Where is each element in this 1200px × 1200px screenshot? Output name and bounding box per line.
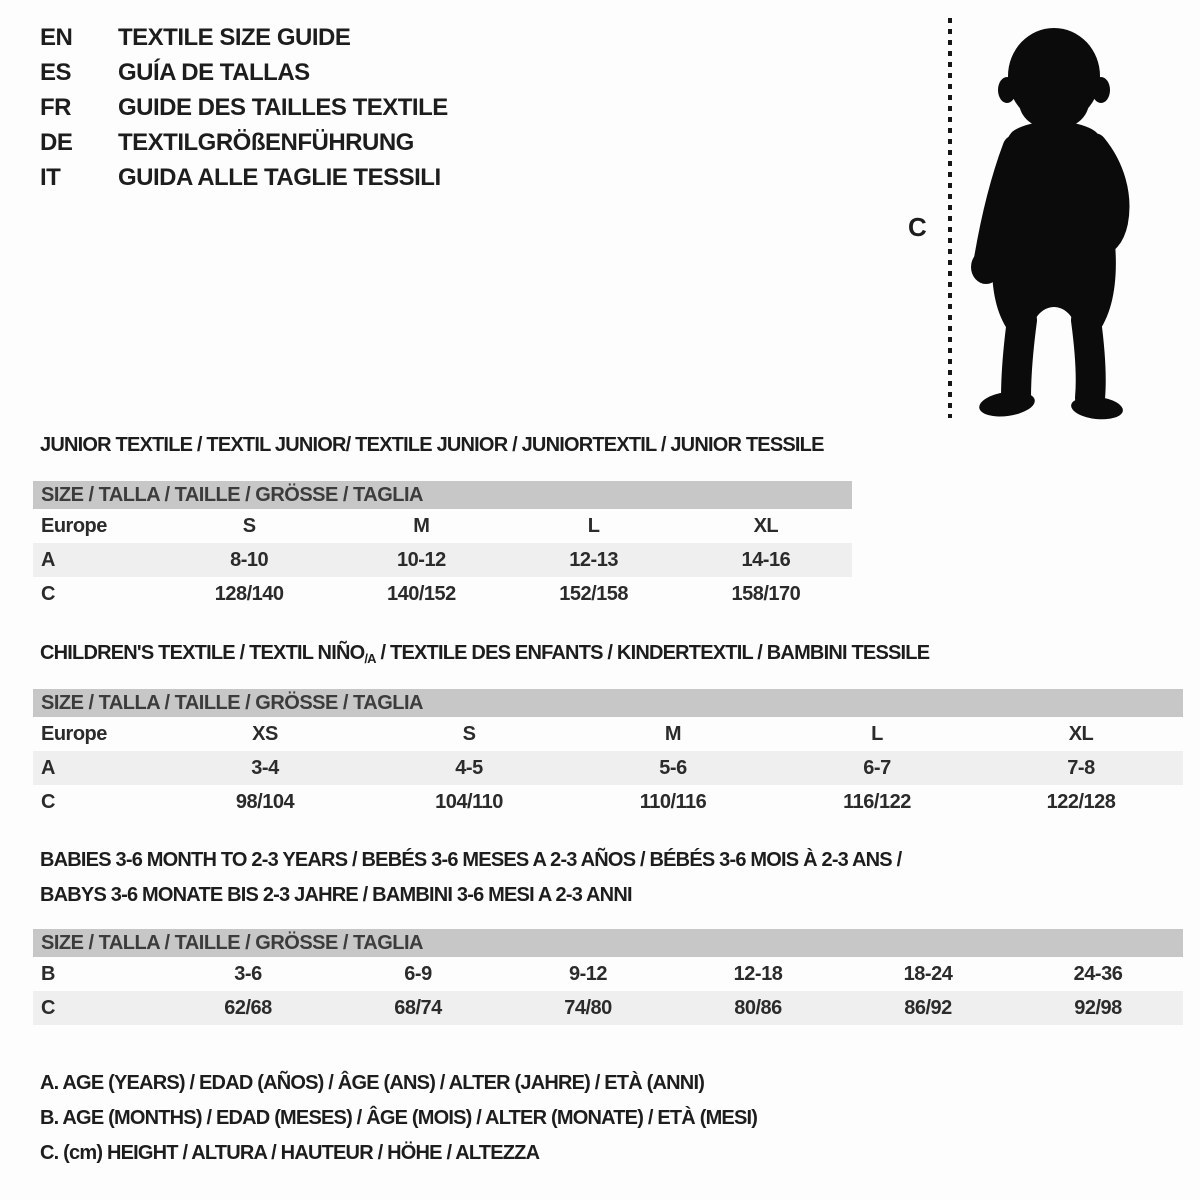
language-row-fr bbox=[40, 90, 448, 125]
language-title-block bbox=[40, 20, 448, 195]
table-row-months bbox=[33, 957, 1183, 991]
table-row-age bbox=[33, 543, 852, 577]
guide-title-es: GUÍA DE TALLAS bbox=[118, 58, 310, 86]
children-title-sub: /A bbox=[364, 651, 376, 666]
age-cell: 4-5 bbox=[455, 756, 483, 779]
language-row-it bbox=[40, 160, 448, 195]
legend-line-b: B. AGE (MONTHS) / EDAD (MESES) / ÂGE (MOIS) / ALTER (MONATE) / ETÀ (MESI) bbox=[40, 1107, 758, 1129]
table-row-height bbox=[33, 577, 852, 611]
babies-section-title bbox=[40, 843, 940, 913]
age-cell: 6-7 bbox=[863, 756, 891, 779]
row-label: Europe bbox=[41, 722, 107, 745]
size-cell: L bbox=[587, 514, 600, 537]
height-cell: 110/116 bbox=[639, 790, 707, 813]
age-cell: 8-10 bbox=[230, 548, 269, 571]
legend-line-c: C. (cm) HEIGHT / ALTURA / HAUTEUR / HÖHE / ALTEZZA bbox=[40, 1142, 540, 1164]
size-cell: M bbox=[413, 514, 430, 537]
guide-title-de: TEXTILGRÖßENFÜHRUNG bbox=[118, 128, 414, 156]
size-cell: S bbox=[242, 514, 256, 537]
table-row-europe bbox=[33, 717, 1183, 751]
height-cell: 68/74 bbox=[394, 996, 442, 1019]
height-cell: 104/110 bbox=[435, 790, 503, 813]
babies-title-line2: BABYS 3-6 MONATE BIS 2-3 JAHRE / BAMBINI 3-6 MESI A 2-3 ANNI bbox=[40, 884, 632, 906]
babies-title-line1: BABIES 3-6 MONTH TO 2-3 YEARS / BEBÉS 3-6 MESES A 2-3 AÑOS / BÉBÉS 3-6 MOIS À 2-3 ANS / bbox=[40, 849, 902, 871]
children-title-pre: CHILDREN'S TEXTILE / TEXTIL NIÑO bbox=[40, 642, 365, 664]
height-cell: 158/170 bbox=[731, 582, 801, 605]
language-row-es bbox=[40, 55, 448, 90]
toddler-silhouette-image bbox=[962, 20, 1146, 420]
size-cell: M bbox=[664, 722, 682, 745]
months-cell: 12-18 bbox=[733, 962, 783, 985]
height-cell: 92/98 bbox=[1074, 996, 1122, 1019]
height-cell: 128/140 bbox=[214, 582, 284, 605]
junior-section-title: JUNIOR TEXTILE / TEXTIL JUNIOR/ TEXTILE JUNIOR / JUNIORTEXTIL / JUNIOR TESSILE bbox=[40, 434, 824, 456]
table-row-age bbox=[33, 751, 1183, 785]
children-section-title bbox=[40, 642, 929, 666]
measurement-legend bbox=[40, 1066, 757, 1171]
height-cell: 140/152 bbox=[386, 582, 456, 605]
age-cell: 12-13 bbox=[569, 548, 618, 571]
language-code: EN bbox=[40, 23, 73, 51]
height-cell: 80/86 bbox=[734, 996, 782, 1019]
guide-title-fr: GUIDE DES TAILLES TEXTILE bbox=[118, 93, 448, 121]
row-label: A bbox=[41, 756, 55, 779]
children-title-post: / TEXTILE DES ENFANTS / KINDERTEXTIL / BAMBINI TESSILE bbox=[375, 642, 930, 664]
height-measure-label: C bbox=[908, 212, 927, 242]
height-cell: 86/92 bbox=[904, 996, 952, 1019]
row-label: A bbox=[41, 548, 55, 571]
row-label: B bbox=[41, 962, 55, 985]
months-cell: 6-9 bbox=[404, 962, 432, 985]
guide-title-it: GUIDA ALLE TAGLIE TESSILI bbox=[118, 163, 441, 191]
language-code: IT bbox=[40, 163, 61, 191]
height-cell: 98/104 bbox=[235, 790, 295, 813]
months-cell: 24-36 bbox=[1073, 962, 1123, 985]
age-cell: 3-4 bbox=[251, 756, 279, 779]
row-label: C bbox=[41, 790, 55, 813]
months-cell: 9-12 bbox=[568, 962, 608, 985]
language-row-de bbox=[40, 125, 448, 160]
children-size-table bbox=[33, 689, 1183, 819]
height-cell: 116/122 bbox=[843, 790, 911, 813]
size-cell: XS bbox=[252, 722, 278, 745]
table-row-height bbox=[33, 991, 1183, 1025]
row-label: Europe bbox=[41, 514, 107, 537]
legend-line-a: A. AGE (YEARS) / EDAD (AÑOS) / ÂGE (ANS) / ALTER (JAHRE) / ETÀ (ANNI) bbox=[40, 1072, 705, 1094]
age-cell: 10-12 bbox=[397, 548, 446, 571]
language-code: FR bbox=[40, 93, 71, 121]
size-header-bar: SIZE / TALLA / TAILLE / GRÖSSE / TAGLIA bbox=[33, 929, 1183, 957]
language-code: ES bbox=[40, 58, 72, 86]
height-cell: 62/68 bbox=[224, 996, 272, 1019]
size-header-bar: SIZE / TALLA / TAILLE / GRÖSSE / TAGLIA bbox=[33, 481, 852, 509]
babies-size-table bbox=[33, 929, 1183, 1025]
height-cell: 74/80 bbox=[564, 996, 612, 1019]
language-row-en bbox=[40, 20, 448, 55]
age-cell: 14-16 bbox=[741, 548, 791, 571]
size-cell: L bbox=[871, 722, 883, 745]
size-header-bar: SIZE / TALLA / TAILLE / GRÖSSE / TAGLIA bbox=[33, 689, 1183, 717]
language-code: DE bbox=[40, 128, 73, 156]
height-cell: 152/158 bbox=[559, 582, 629, 605]
age-cell: 7-8 bbox=[1067, 756, 1095, 779]
table-row-europe bbox=[33, 509, 852, 543]
row-label: C bbox=[41, 996, 55, 1019]
size-cell: S bbox=[462, 722, 476, 745]
size-cell: XL bbox=[1068, 722, 1094, 745]
junior-size-table bbox=[33, 481, 852, 611]
months-cell: 18-24 bbox=[903, 962, 953, 985]
height-cell: 122/128 bbox=[1046, 790, 1116, 813]
age-cell: 5-6 bbox=[659, 756, 687, 779]
height-dashed-line bbox=[948, 18, 952, 418]
row-label: C bbox=[41, 582, 55, 605]
months-cell: 3-6 bbox=[234, 962, 262, 985]
table-row-height bbox=[33, 785, 1183, 819]
size-cell: XL bbox=[753, 514, 779, 537]
guide-title-en: TEXTILE SIZE GUIDE bbox=[118, 23, 351, 51]
